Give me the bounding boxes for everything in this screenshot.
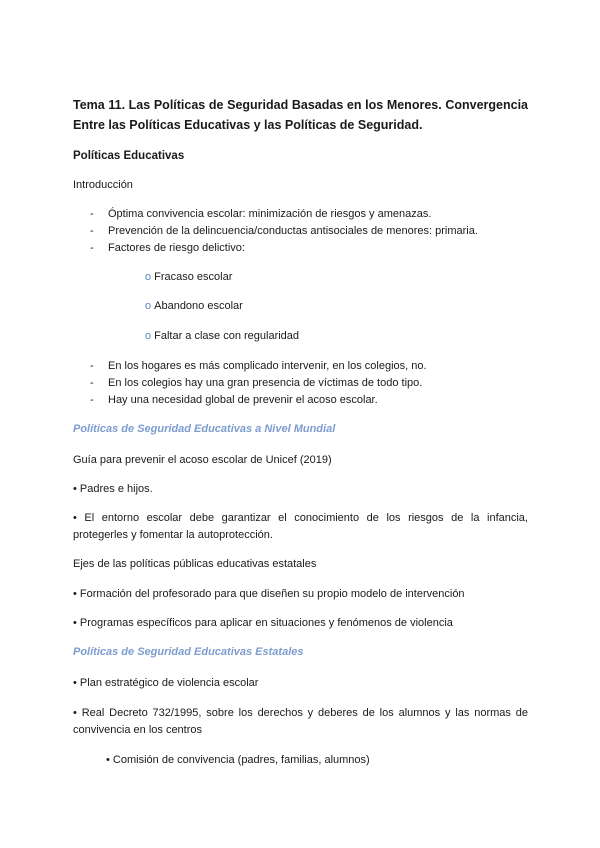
dash-marker: -: [90, 360, 94, 372]
dash-marker: -: [90, 394, 94, 406]
list-item-text: Factores de riesgo delictivo:: [108, 242, 245, 254]
dash-marker: -: [90, 377, 94, 389]
list-item-text: En los colegios hay una gran presencia de víctimas de todo tipo.: [108, 377, 423, 389]
list-item-text: Óptima convivencia escolar: minimización de riesgos y amenazas.: [108, 208, 432, 220]
bullet-text: Padres e hijos.: [79, 483, 153, 495]
document-title: [73, 95, 528, 135]
bullet-icon: •: [73, 707, 77, 719]
bullet-real-line-2: convivencia en los centros: [73, 724, 203, 736]
bullet-icon: •: [73, 588, 77, 600]
bullet-real-line-1: [73, 706, 528, 720]
list-item-text: En los hogares es más complicado intervenir, en los colegios, no.: [108, 360, 427, 372]
sub-list-item: [145, 270, 232, 284]
list-item: [90, 376, 422, 390]
title-line-1: Tema 11. Las Políticas de Seguridad Basadas en los Menores. Convergencia: [73, 98, 528, 112]
bullet-text: Formación del profesorado para que diseñen su propio modelo de intervención: [79, 588, 465, 600]
section-title-mundial: Políticas de Seguridad Educativas a Nivel Mundial: [73, 423, 336, 435]
bullet-text: Programas específicos para aplicar en situaciones y fenómenos de violencia: [79, 617, 453, 629]
intro-label: Introducción: [73, 179, 133, 191]
sub-list-item-text: Abandono escolar: [154, 300, 243, 312]
bullet-text: Comisión de convivencia (padres, familias, alumnos): [112, 754, 370, 766]
list-item: [90, 224, 478, 238]
circle-bullet-icon: o: [145, 271, 152, 283]
bullet-real-decreto: [73, 706, 528, 737]
list-item: [90, 393, 378, 407]
section-heading: Políticas Educativas: [73, 150, 185, 162]
list-item: [90, 207, 431, 221]
bullet-text: Plan estratégico de violencia escolar: [79, 677, 259, 689]
section-title-estatales: Políticas de Seguridad Educativas Estatales: [73, 646, 304, 658]
bullet-formacion: [73, 587, 465, 601]
circle-bullet-icon: o: [145, 330, 152, 342]
bullet-plan: [73, 676, 258, 690]
circle-bullet-icon: o: [145, 300, 152, 312]
list-item-text: Prevención de la delincuencia/conductas antisociales de menores: primaria.: [108, 225, 478, 237]
bullet-icon: •: [73, 483, 77, 495]
list-item: [90, 359, 427, 373]
bullet-entorno-line-2: protegerles y fomentar la autoprotección.: [73, 529, 273, 541]
bullet-icon: •: [73, 677, 77, 689]
bullet-programas: [73, 616, 453, 630]
bullet-comision: [106, 753, 370, 767]
bullet-icon: •: [73, 512, 77, 524]
title-line-2: Entre las Políticas Educativas y las Políticas de Seguridad.: [73, 118, 423, 132]
list-item: [90, 241, 245, 255]
bullet-icon: •: [73, 617, 77, 629]
bullet-text: Real Decreto 732/1995, sobre los derechos y deberes de los alumnos y las normas de: [81, 707, 528, 719]
sub-list-item-text: Fracaso escolar: [154, 271, 233, 283]
bullet-padres: [73, 482, 153, 496]
bullet-entorno-line-1: [73, 511, 528, 525]
unicef-guide: Guía para prevenir el acoso escolar de Unicef (2019): [73, 454, 332, 466]
bullet-entorno: [73, 511, 528, 542]
dash-marker: -: [90, 208, 94, 220]
bullet-icon: •: [106, 754, 110, 766]
dash-marker: -: [90, 225, 94, 237]
sub-list-item: [145, 299, 243, 313]
list-item-text: Hay una necesidad global de prevenir el acoso escolar.: [108, 394, 378, 406]
ejes-label: Ejes de las políticas públicas educativas estatales: [73, 558, 317, 570]
dash-marker: -: [90, 242, 94, 254]
sub-list-item: [145, 329, 299, 343]
sub-list-item-text: Faltar a clase con regularidad: [154, 330, 300, 342]
bullet-text: El entorno escolar debe garantizar el conocimiento de los riesgos de la infancia,: [84, 512, 528, 524]
